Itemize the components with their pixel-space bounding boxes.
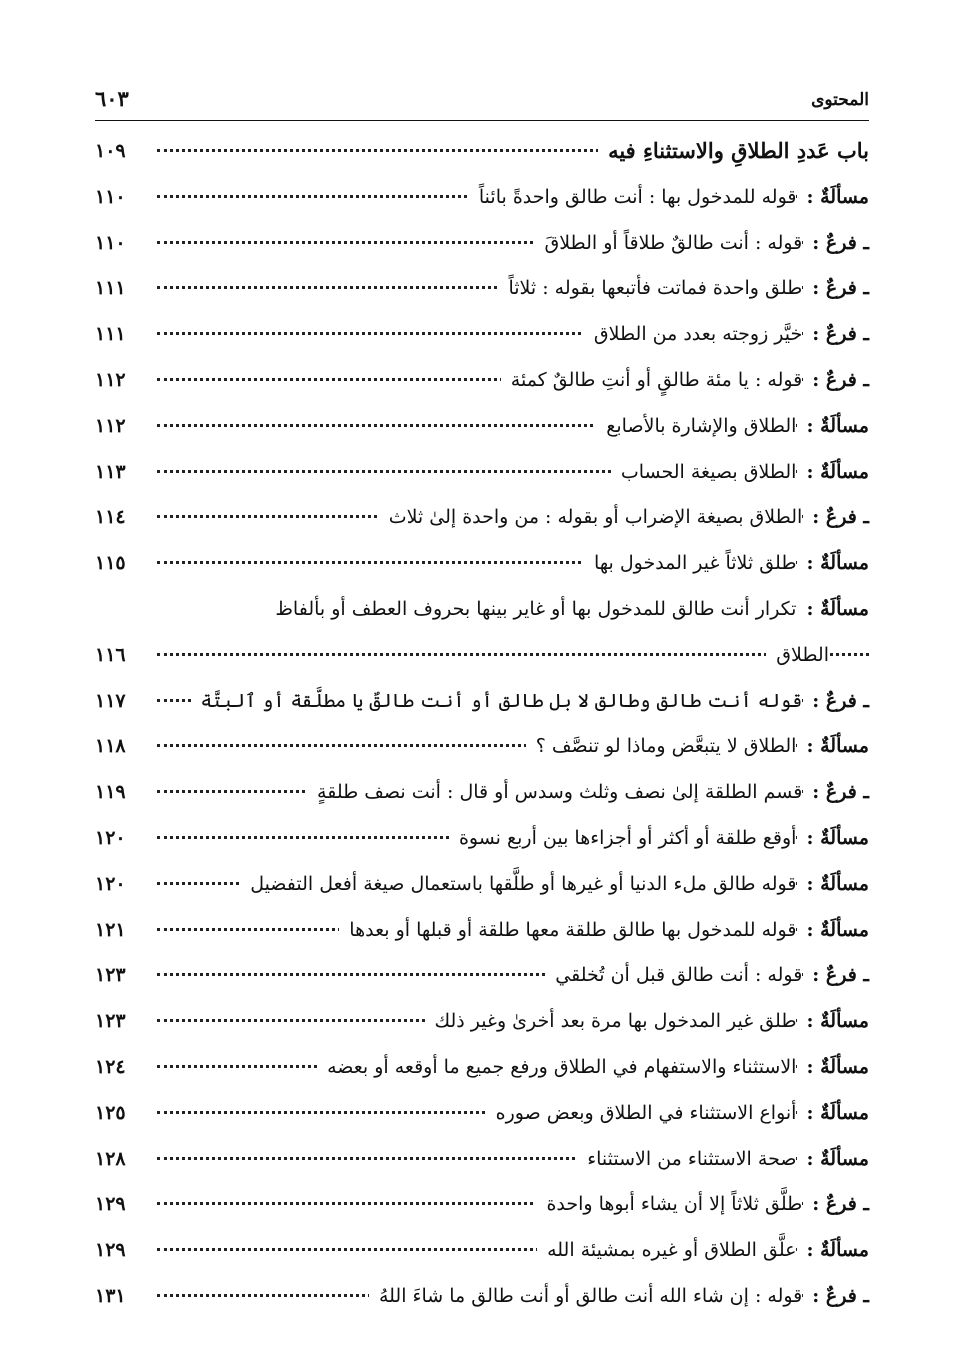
entry-label: ـ فرعٌ :	[804, 357, 869, 403]
entry-page-number: ١٢٣	[95, 998, 147, 1044]
entry-label: مسألَةٌ :	[798, 449, 869, 495]
entry-page-number: ١٢٩	[95, 1227, 147, 1273]
entry-label: مسألَةٌ :	[798, 403, 869, 449]
entry-text: قوله للمدخول بها طالق طلقة معها طلقة أو قبلها أو بعدها	[339, 907, 796, 953]
entry-page-number	[95, 586, 147, 632]
entry-text: قسم الطلقة إلىٰ نصف وثلث وسدس أو قال : أنت نصف طلقةٍ	[307, 769, 802, 815]
entry-text: قوله : يا مئة طالقٍ أو أنتِ طالقٌ كمئة	[501, 357, 803, 403]
entry-label: مسألَةٌ :	[798, 723, 869, 769]
entry-label: مسألَةٌ :	[798, 1090, 869, 1136]
entry-text: طلق ثلاثاً غير المدخول بها	[584, 540, 797, 586]
entry-text: طلق غير المدخول بها مرة بعد أخرىٰ وغير ذلك	[425, 998, 797, 1044]
toc-entry[interactable]	[95, 311, 869, 357]
entry-label: مسألَةٌ :	[798, 861, 869, 907]
toc-entry[interactable]	[95, 586, 869, 632]
header-rule	[95, 120, 869, 121]
entry-label: ـ فرعٌ :	[804, 769, 869, 815]
entry-page-number: ١١٢	[95, 357, 147, 403]
entry-text: أوقع طلقة أو أكثر أو أجزاءها بين أربع نسوة	[449, 815, 797, 861]
toc-entry[interactable]	[95, 357, 869, 403]
toc-entry[interactable]	[95, 998, 869, 1044]
entry-label: مسألَةٌ :	[798, 1136, 869, 1182]
toc-entry[interactable]	[95, 1273, 869, 1319]
entry-label: ـ فرعٌ :	[804, 952, 869, 998]
toc-entry[interactable]	[95, 861, 869, 907]
toc-entry[interactable]	[95, 265, 869, 311]
running-title: المحتوى	[811, 90, 869, 110]
entry-page-number: ١١٩	[95, 769, 147, 815]
toc-entry[interactable]	[95, 952, 869, 998]
entry-page-number: ١١٠	[95, 174, 147, 220]
toc-entry[interactable]	[95, 907, 869, 953]
page-header	[95, 84, 869, 120]
toc-entry[interactable]	[95, 723, 869, 769]
entry-text: علَّق الطلاق أو غيره بمشيئة الله	[537, 1227, 796, 1273]
entry-page-number: ١٢٥	[95, 1090, 147, 1136]
entry-label: مسألَةٌ :	[798, 907, 869, 953]
entry-text: قوله : أنت طالق قبل أن تُخلقي	[545, 952, 802, 998]
toc-entry[interactable]	[95, 1044, 869, 1090]
entry-page-number: ١١٧	[95, 678, 147, 724]
toc-entry[interactable]	[95, 1181, 869, 1227]
entry-page-number: ١١٢	[95, 403, 147, 449]
entry-text: تكرار أنت طالق للمدخول بها أو غاير بينها بحروف العطف أو بألفاظ	[265, 586, 796, 632]
entry-page-number: ١١١	[95, 311, 147, 357]
entry-text: صحة الاستثناء من الاستثناء	[577, 1136, 796, 1182]
entry-label: ـ فرعٌ :	[804, 1273, 869, 1319]
toc-entry[interactable]	[95, 449, 869, 495]
entry-label: مسألَةٌ :	[798, 1227, 869, 1273]
entry-text: الطلاق بصيغة الحساب	[611, 449, 797, 495]
toc-entry[interactable]	[95, 1227, 869, 1273]
entry-text: قوله : إن شاء الله أنت طالق أو أنت طالق ما شاءَ اللهُ	[369, 1273, 802, 1319]
entry-page-number: ١٢٤	[95, 1044, 147, 1090]
entry-text: الطلاق والإشارة بالأصابع	[596, 403, 796, 449]
entry-label: مسألَةٌ :	[798, 174, 869, 220]
entry-text: قوله للمدخول بها : أنت طالق واحدةً بائناً	[469, 174, 797, 220]
entry-label: ـ فرعٌ :	[804, 1181, 869, 1227]
toc-entry[interactable]	[95, 540, 869, 586]
entry-text: قوله طالق ملء الدنيا أو غيرها أو طلَّقها باستعمال صيغة أفعل التفضيل	[240, 861, 796, 907]
entry-text: قوله أنت طالق وطالق لا بل طالق أو أنت طالقٌ يا مطلَّقة أو ٱلبتَّة	[191, 678, 803, 724]
toc-entry[interactable]	[95, 1136, 869, 1182]
entry-label: ـ فرعٌ :	[804, 678, 869, 724]
entry-label: ـ فرعٌ :	[804, 265, 869, 311]
entry-page-number: ١٢١	[95, 907, 147, 953]
section-heading: باب عَددِ الطلاقِ والاستثناءِ فيه	[598, 128, 869, 174]
entry-page-number: ١٣١	[95, 1273, 147, 1319]
entry-page-number: ١٢٣	[95, 952, 147, 998]
toc-entry[interactable]	[95, 494, 869, 540]
entry-page-number: ١٢٠	[95, 815, 147, 861]
entry-label: ـ فرعٌ :	[804, 494, 869, 540]
entry-label: مسألَةٌ :	[798, 815, 869, 861]
toc-entry[interactable]	[95, 769, 869, 815]
entry-label: مسألَةٌ :	[798, 586, 869, 632]
entry-label: مسألَةٌ :	[798, 540, 869, 586]
entry-text: الطلاق لا يتبعَّض وماذا لو تنصَّف ؟	[526, 723, 797, 769]
entry-text: الطلاق بصيغة الإضراب أو بقوله : من واحدة إلىٰ ثلاث	[379, 494, 803, 540]
leader-dots	[157, 653, 869, 656]
entry-text: قوله : أنت طالقٌ طلاقاً أو الطلاقَ	[534, 220, 802, 266]
entry-text: طلَّق ثلاثاً إلا أن يشاء أبوها واحدة	[536, 1181, 802, 1227]
toc-entry[interactable]	[95, 403, 869, 449]
entry-text: خيَّر زوجته بعدد من الطلاق	[584, 311, 802, 357]
entry-page-number: ١١٦	[95, 632, 147, 678]
entry-page-number: ١٢٨	[95, 1136, 147, 1182]
entry-page-number: ١١٣	[95, 449, 147, 495]
entry-text: الاستثناء والاستفهام في الطلاق ورفع جميع ما أوقعه أو بعضه	[317, 1044, 796, 1090]
toc-entry[interactable]	[95, 220, 869, 266]
entry-page-number: ١٢٠	[95, 861, 147, 907]
entry-label: ـ فرعٌ :	[804, 311, 869, 357]
entry-label: مسألَةٌ :	[798, 998, 869, 1044]
entry-page-number: ١١٠	[95, 220, 147, 266]
toc-entry[interactable]	[95, 815, 869, 861]
toc-entry[interactable]	[95, 678, 869, 724]
entry-text: الطلاق	[766, 632, 829, 678]
entry-label: مسألَةٌ :	[798, 1044, 869, 1090]
toc-entry[interactable]	[95, 128, 869, 174]
entry-label: ـ فرعٌ :	[804, 220, 869, 266]
toc-entry[interactable]	[95, 174, 869, 220]
entry-page-number: ١١٨	[95, 723, 147, 769]
entry-page-number: ١٠٩	[95, 128, 147, 174]
entry-text: أنواع الاستثناء في الطلاق وبعض صوره	[486, 1090, 797, 1136]
entry-page-number: ١١٤	[95, 494, 147, 540]
entry-page-number: ١١٥	[95, 540, 147, 586]
entry-page-number: ١١١	[95, 265, 147, 311]
entry-page-number: ١٢٩	[95, 1181, 147, 1227]
page-number: ٦٠٣	[95, 86, 129, 111]
entry-text: طلق واحدة فماتت فأتبعها بقوله : ثلاثاً	[498, 265, 802, 311]
toc-entry[interactable]	[95, 1090, 869, 1136]
toc-entry[interactable]	[95, 632, 869, 678]
